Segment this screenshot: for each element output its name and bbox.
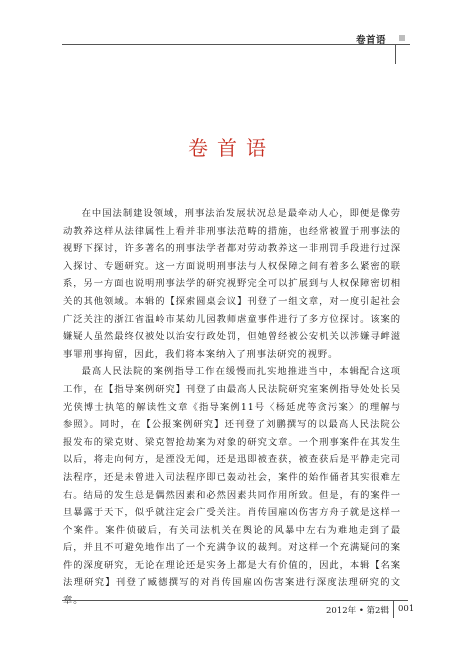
paragraph: 最高人民法院的案例指导工作在缓慢而扎实地推进当中，本辑配合这项工作，在【指导案例研究】刊登了由最高人民法院研究室案例指导处处长吴光侠博士执笔的解读性文章《指导案例11号〈杨延虎等贪污案〉的理解与参照》。同时，在【公报案例研究】还刊登了刘鹏撰写的以最高人民法院公报发布的梁克财、梁克智抢劫案为对象的研究文章。一个刑事案件在其发生以后，将走向何方，是湮没无闻，还是迅即被查获，被查获后是平静走完司法程序，还是未曾进入司法程序即已轰动社会，案件的始作俑者其实很难左右。结局的发生总是偶然因素和必然因素共同作用所致。但是，有的案件一旦暴露于天下，似乎就注定会广受关注。肖传国雇凶伤害方舟子就是这样一个案件。案件侦破后，有关司法机关在舆论的风暴中左右为难地走到了最后，并且不可避免地作出了一个充满争议的裁判。对这样一个充满疑问的案件的深度研究，无论在理论还是实务上都是大有价值的，因此，本辑【名案法理研究】刊登了臧德撰写的对肖传国雇凶伤害案进行深度法理研究的文 bbox=[63, 366, 401, 589]
footer-rule bbox=[62, 600, 408, 601]
footer-issue: 2012年 • 第2辑 bbox=[326, 606, 389, 616]
running-header bbox=[0, 0, 454, 62]
page-title: 卷首语 bbox=[188, 136, 275, 160]
body-text bbox=[63, 205, 401, 610]
header-marker bbox=[399, 35, 405, 41]
paragraph: 在中国法制建设领域，刑事法治发展状况总是最牵动人心，即便是像劳动教养这样从法律属性上看并非刑事法范畴的措施，也经常被置于刑事法的视野下探讨，许多著名的刑事法学者都对劳动教养这一非刑罚手段进行过深入探讨、专题研究。这一方面说明刑事法与人权保障之间有着多么紧密的联系，另一方面也说明刑事法学的研究视野完全可以扩展到与人权保障密切相关的其他领域。本辑的【探索圆桌会议】刊登了一组文章，对一度引起社会广泛关注的浙江省温岭市某幼儿园教师虐童事件进行了多方位探讨。该案的嫌疑人虽然最终仅被处以治安行政处罚，但她曾经被公安机关以涉嫌寻衅滋事罪刑事拘留，因此，我们将本案纳入了刑事法研究的视野。 bbox=[63, 208, 401, 360]
page-number: 001 bbox=[398, 604, 415, 614]
header-section-label: 卷首语 bbox=[356, 35, 387, 46]
page-footer bbox=[0, 600, 454, 630]
footer-divider bbox=[393, 600, 394, 618]
header-divider bbox=[395, 44, 396, 64]
